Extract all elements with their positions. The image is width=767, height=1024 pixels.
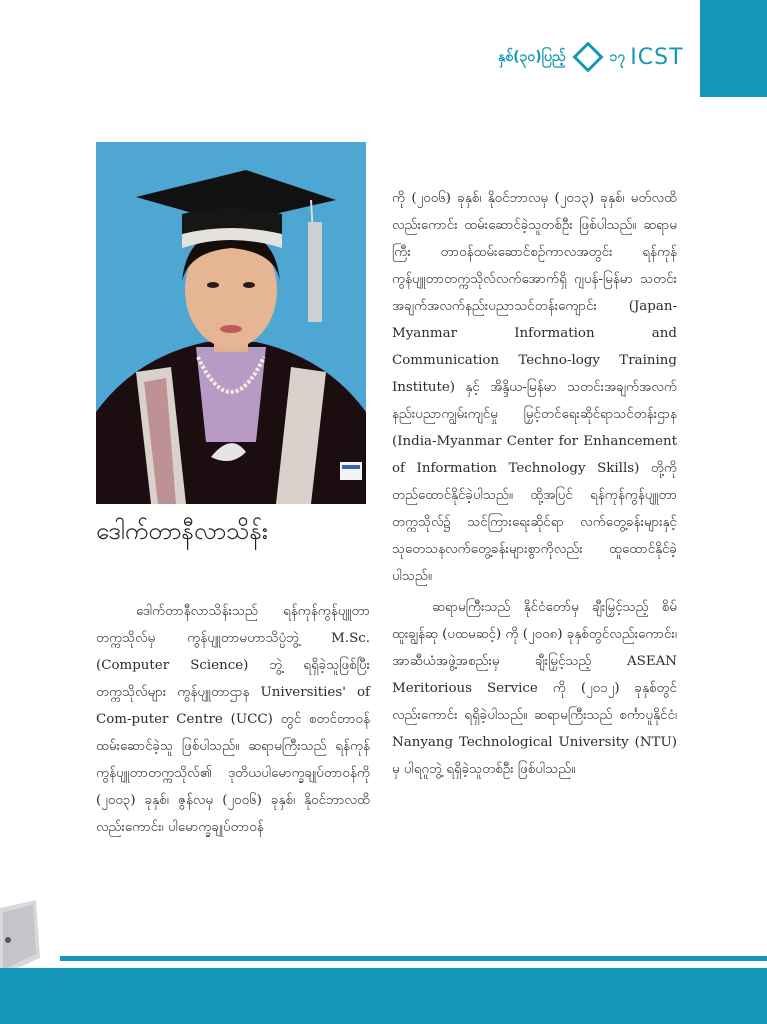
left-text-column xyxy=(96,598,370,841)
biography-paragraph-continued: ကို (၂၀၀၆) ခုနှစ်၊ နိုဝင်ဘာလမှ (၂၀၁၃) ခုနှစ်၊ မတ်လထိလည်းကောင်း ထမ်းဆောင်ခဲ့သူတစ်ဦး ဖြစ်ပါသည်။ ဆရာမကြီး တာဝန်ထမ်းဆောင်စဉ်ကာလအတွင်း ရန်ကုန်ကွန်ပျူတာတက္ကသိုလ်လက်အောက်ရှိ ဂျပန်-မြန်မာ သတင်းအချက်အလက်နည်းပညာသင်တန်းကျောင်း (Japan-Myanmar Information and Communication Techno-logy Training Institute) နှင့် အိန္ဒိယ-မြန်မာ သတင်းအချက်အလက် နည်းပညာကျွမ်းကျင်မှု မြှင့်တင်ရေးဆိုင်ရာသင်တန်းဌာန (India-Myanmar Center for Enhancement of Information Technology Skills) တို့ကို တည်ထောင်နိုင်ခဲ့ပါသည်။ ထို့အပြင် ရန်ကုန်ကွန်ပျူတာတက္ကသိုလ်၌ သင်ကြားရေးဆိုင်ရာ လက်တွေ့ခန်းများနှင့် သုတေသနလက်တွေ့ခန်းများစွာကိုလည်း ထူထောင်နိုင်ခဲ့ပါသည်။ xyxy=(392,191,677,584)
profile-photo xyxy=(96,142,366,504)
icst-logo: ICST xyxy=(630,44,684,70)
page-header xyxy=(498,40,684,74)
diamond-icon xyxy=(572,41,603,72)
anniversary-title: နှစ်(၃၀)ပြည့် xyxy=(498,48,566,65)
graduate-portrait-icon xyxy=(96,142,366,504)
corner-accent-block xyxy=(700,0,767,97)
biography-paragraph: ဒေါက်တာနီလာသိန်းသည် ရန်ကုန်ကွန်ပျူတာတက္ကသိုလ်မှ ကွန်ပျူတာမဟာသိပ္ပံဘွဲ့ M.Sc. (Computer Science) ဘွဲ့ ရရှိခဲ့သူဖြစ်ပြီး တက္ကသိုလ်များ ကွန်ပျူတာဌာန Universities' of Com-puter Centre (UCC) တွင် စတင်တာဝန်ထမ်းဆောင်ခဲ့သူ ဖြစ်ပါသည်။ ဆရာမကြီးသည် ရန်ကုန်ကွန်ပျူတာတက္ကသိုလ်၏ ဒုတိယပါမောက္ခချုပ်တာဝန်ကို (၂၀၀၃) ခုနှစ်၊ ဇွန်လမှ (၂၀၀၆) ခုနှစ်၊ နိုဝင်ဘာလထိလည်းကောင်း၊ ပါမောက္ခချုပ်တာဝန် xyxy=(96,604,370,835)
page-number: ၁၇ xyxy=(609,48,626,65)
footer-divider xyxy=(60,956,767,961)
footer-band xyxy=(0,968,767,1024)
awards-paragraph: ဆရာမကြီးသည် နိုင်ငံတော်မှ ချီးမြှင့်သည့် စိမ်ထူးချွန်ဆု (ပထမဆင့်) ကို (၂၀၀၈) ခုနှစ်တွင်လည်းကောင်း၊ အာဆီယံအဖွဲ့အစည်းမှ ချီးမြှင့်သည့် ASEAN Meritorious Service ကို (၂၀၁၂) ခုနှစ်တွင်လည်းကောင်း ရရှိခဲ့ပါသည်။ ဆရာမကြီးသည် စင်္ကာပူနိုင်ငံ၊ Nanyang Technological University (NTU) မှ ပါရဂူဘွဲ့ ရရှိခဲ့သူတစ်ဦး ဖြစ်ပါသည်။ xyxy=(392,600,677,777)
right-text-column xyxy=(392,185,677,783)
profile-name: ဒေါက်တာနီလာသိန်း xyxy=(96,517,268,545)
